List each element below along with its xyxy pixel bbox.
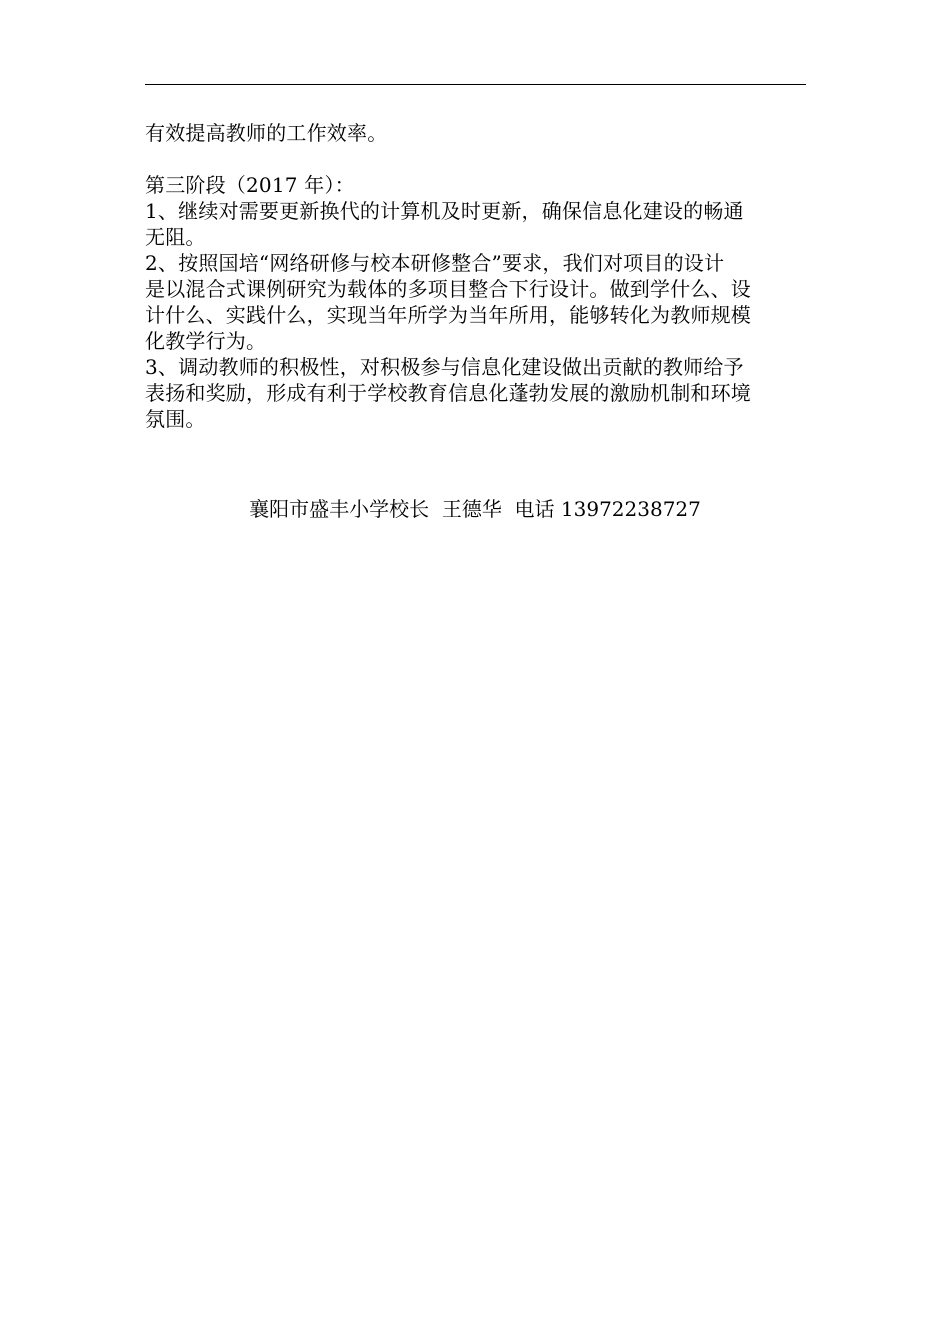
paragraph-line: 有效提高教师的工作效率。 xyxy=(145,121,388,145)
header-rule xyxy=(145,84,806,85)
paragraph-line: 计什么、实践什么，实现当年所学为当年所用，能够转化为教师规模 xyxy=(145,303,751,327)
blank-line xyxy=(145,146,809,172)
paragraph-line: 3、调动教师的积极性，对积极参与信息化建设做出贡献的教师给予 xyxy=(145,355,744,379)
paragraph-line: 1、继续对需要更新换代的计算机及时更新，确保信息化建设的畅通 xyxy=(145,199,744,223)
paragraph-line: 氛围。 xyxy=(145,407,206,431)
signature-line: 襄阳市盛丰小学校长 王德华 电话 13972238727 xyxy=(249,497,701,521)
body-text xyxy=(145,120,809,432)
paragraph-line: 是以混合式课例研究为载体的多项目整合下行设计。做到学什么、设 xyxy=(145,277,751,301)
paragraph-line: 无阻。 xyxy=(145,225,206,249)
paragraph-line: 2、按照国培“网络研修与校本研修整合”要求，我们对项目的设计 xyxy=(145,251,725,275)
section-heading: 第三阶段（2017 年）： xyxy=(145,173,355,197)
paragraph-line: 表扬和奖励，形成有利于学校教育信息化蓬勃发展的激励机制和环境 xyxy=(145,381,751,405)
paragraph-line: 化教学行为。 xyxy=(145,329,267,353)
